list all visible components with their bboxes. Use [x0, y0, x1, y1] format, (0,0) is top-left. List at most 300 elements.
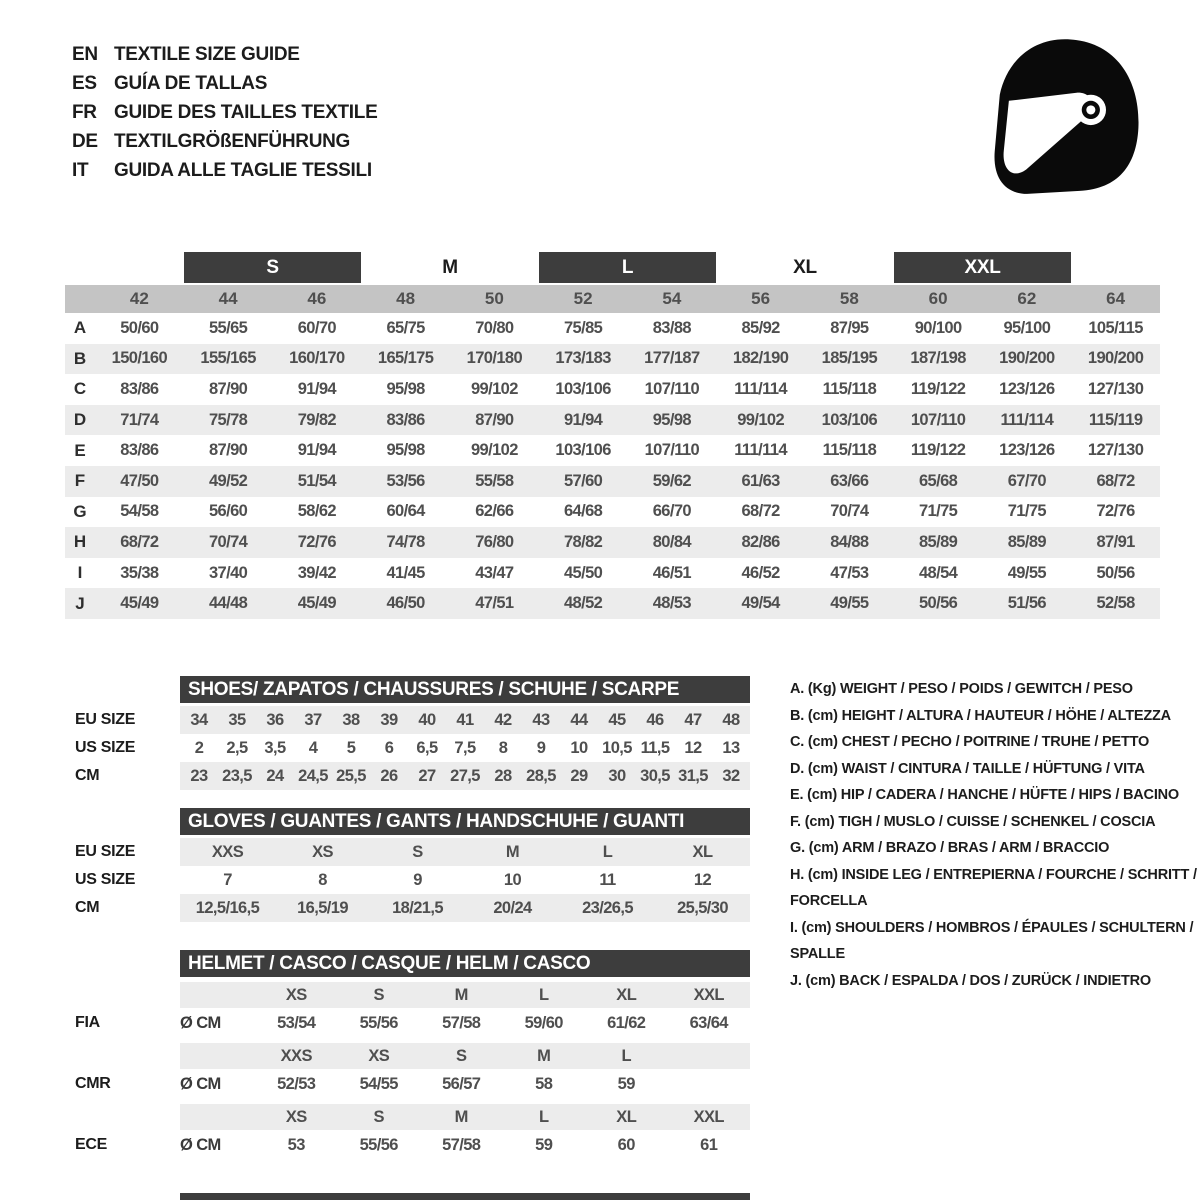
measure-row-j — [65, 588, 1160, 619]
size-value: 51/56 — [1007, 594, 1047, 613]
size-value: 55/58 — [475, 471, 514, 490]
size-value: 25,5 — [336, 766, 366, 785]
size-value: 160/170 — [289, 349, 345, 368]
size-value: 50/56 — [918, 594, 958, 613]
empty-cell — [180, 1043, 255, 1069]
size-value: 70/80 — [475, 318, 514, 337]
numeric-size-label: 52 — [573, 289, 593, 308]
row-label: I — [77, 563, 83, 583]
size-value: 47/51 — [475, 594, 514, 613]
measure-row-h — [65, 527, 1160, 558]
helmet-size-label: XS — [368, 1046, 390, 1065]
helmet-size-value: 60 — [617, 1135, 635, 1154]
size-value: 27,5 — [450, 766, 480, 785]
cropped-next-banner — [180, 1193, 750, 1200]
size-value: 42 — [494, 710, 512, 729]
size-value: 68/72 — [1096, 471, 1135, 490]
sub-row-eu-size — [65, 706, 750, 734]
size-value: 7 — [223, 870, 232, 889]
letter-size-header-row — [65, 252, 1160, 283]
size-value: 99/102 — [470, 441, 518, 460]
size-value: 83/86 — [386, 410, 425, 429]
measurement-legend — [790, 676, 1200, 994]
gloves-table — [65, 808, 750, 922]
helmet-size-value: 53 — [287, 1135, 305, 1154]
legend-item: H. (cm) INSIDE LEG / ENTREPIERNA / FOURCHE / SCHRITT / FORCELLA — [790, 866, 1197, 909]
size-value: 48/54 — [918, 563, 958, 582]
helmet-size-value: 53/54 — [277, 1013, 316, 1032]
size-group-l: L — [539, 252, 717, 283]
size-value: 44/48 — [208, 594, 248, 613]
size-value: 6 — [384, 738, 394, 757]
size-value: 37 — [304, 710, 322, 729]
size-value: 57/60 — [563, 471, 603, 490]
size-value: 85/89 — [918, 532, 958, 551]
helmet-size-label: XXL — [693, 1107, 724, 1126]
helmet-size-value: 61 — [700, 1135, 718, 1154]
size-group-xxl: XXL — [894, 252, 1072, 283]
size-value: 78/82 — [563, 532, 603, 551]
size-value: 87/90 — [208, 379, 248, 398]
main-size-table — [65, 252, 1160, 619]
size-value: 47/50 — [120, 471, 159, 490]
size-value: 18/21,5 — [392, 898, 443, 917]
size-value: 67/70 — [1007, 471, 1047, 490]
corner-cell — [65, 285, 95, 313]
size-value: 115/119 — [1088, 410, 1143, 429]
size-value: 39 — [380, 710, 398, 729]
helmet-size-value: 56/57 — [442, 1074, 481, 1093]
numeric-size-label: 54 — [662, 289, 682, 308]
measure-row-a — [65, 313, 1160, 344]
language-code: ES — [72, 72, 97, 94]
shoes-table — [65, 676, 750, 790]
language-row — [72, 40, 377, 69]
size-value: 23/26,5 — [582, 898, 633, 917]
size-value: 16,5/19 — [297, 898, 348, 917]
size-value: 123/126 — [999, 379, 1055, 398]
size-value: 72/76 — [297, 532, 337, 551]
helmet-size-value: 59 — [617, 1074, 635, 1093]
size-value: 58/62 — [297, 502, 337, 521]
size-value: 95/100 — [1003, 318, 1051, 337]
diameter-unit: Ø CM — [180, 1013, 221, 1032]
size-value: 49/54 — [741, 594, 780, 613]
helmet-title-banner: HELMET / CASCO / CASQUE / HELM / CASCO — [180, 950, 750, 977]
size-value: 111/114 — [734, 441, 787, 460]
helmet-size-label: M — [454, 1107, 468, 1126]
helmet-values — [180, 1069, 750, 1099]
size-value: XL — [692, 842, 713, 861]
standard-label: ECE — [75, 1136, 107, 1153]
numeric-size-label: 58 — [839, 289, 859, 308]
size-value: 45/49 — [120, 594, 159, 613]
scale-label: CM — [75, 767, 100, 784]
size-value: 46 — [646, 710, 664, 729]
helmet-table — [65, 950, 750, 1160]
size-value: 87/90 — [475, 410, 514, 429]
size-value: 28 — [494, 766, 512, 785]
helmet-size-label: M — [454, 985, 468, 1004]
size-value: 47/53 — [830, 563, 869, 582]
helmet-size-value: 57/58 — [442, 1013, 481, 1032]
numeric-size-label: 50 — [484, 289, 504, 308]
size-value: 6,5 — [416, 738, 438, 757]
language-title: GUIDA ALLE TAGLIE TESSILI — [114, 159, 372, 181]
measurement-rows — [65, 313, 1160, 619]
helmet-value-row-cmr — [65, 1069, 750, 1099]
size-value: 47 — [684, 710, 702, 729]
standard-label: CMR — [75, 1075, 111, 1092]
helmet-size-value — [668, 1069, 751, 1099]
helmet-size-label: XS — [285, 985, 307, 1004]
legend-item: J. (cm) BACK / ESPALDA / DOS / ZURÜCK / INDIETRO — [790, 972, 1151, 989]
size-value: 60/70 — [297, 318, 337, 337]
size-value: 30,5 — [640, 766, 670, 785]
measure-row-g — [65, 497, 1160, 528]
size-value: 103/106 — [555, 379, 611, 398]
helmet-size-value: 61/62 — [607, 1013, 646, 1032]
size-value: XXS — [211, 842, 244, 861]
row-label: H — [73, 532, 87, 552]
size-value: 62/66 — [475, 502, 514, 521]
size-value: 52/58 — [1096, 594, 1135, 613]
size-value: 103/106 — [821, 410, 878, 429]
legend-item: C. (cm) CHEST / PECHO / POITRINE / TRUHE / PETTO — [790, 734, 1150, 750]
row-label: E — [74, 440, 86, 460]
size-value: 25,5/30 — [677, 898, 728, 917]
sub-row-values — [180, 706, 750, 734]
size-value: 107/110 — [644, 379, 700, 398]
helmet-size-header-row — [180, 1043, 750, 1069]
size-value: 87/91 — [1096, 532, 1135, 551]
size-value: 10 — [570, 738, 588, 757]
size-value: 45/49 — [297, 594, 337, 613]
helmet-size-value: 52/53 — [277, 1074, 316, 1093]
size-value: 99/102 — [470, 379, 518, 398]
size-value: 37/40 — [208, 563, 248, 582]
size-value: 45/50 — [563, 563, 603, 582]
helmet-size-label: XL — [616, 1107, 637, 1126]
helmet-size-label: S — [373, 985, 384, 1004]
language-row — [72, 98, 377, 127]
size-value: 8 — [318, 870, 327, 889]
scale-label: EU SIZE — [75, 711, 136, 728]
scale-label: US SIZE — [75, 871, 136, 888]
size-value: 30 — [608, 766, 626, 785]
size-value: 43 — [532, 710, 550, 729]
size-value: 9 — [536, 738, 546, 757]
shoes-title-banner: SHOES/ ZAPATOS / CHAUSSURES / SCHUHE / SCARPE — [180, 676, 750, 703]
row-label: J — [75, 593, 85, 613]
legend-item: B. (cm) HEIGHT / ALTURA / HAUTEUR / HÖHE / ALTEZZA — [790, 707, 1171, 724]
helmet-size-label: L — [539, 985, 549, 1004]
size-value: 75/78 — [208, 410, 248, 429]
size-value: M — [505, 842, 520, 861]
size-value: 48/53 — [652, 594, 692, 613]
helmet-size-label: XXL — [693, 985, 724, 1004]
size-value: 49/55 — [830, 594, 869, 613]
size-value: 7,5 — [454, 738, 476, 757]
size-group-xl: XL — [793, 256, 817, 278]
size-value: 74/78 — [386, 532, 425, 551]
size-value: 3,5 — [264, 738, 286, 757]
size-value: 123/126 — [999, 441, 1055, 460]
size-value: 20/24 — [493, 898, 532, 917]
size-value: 127/130 — [1087, 379, 1144, 398]
language-list — [72, 40, 377, 185]
helmet-value-row-ece — [65, 1130, 750, 1160]
helmet-size-label: XL — [616, 985, 637, 1004]
size-value: 9 — [413, 870, 422, 889]
language-row — [72, 69, 377, 98]
size-value: 26 — [380, 766, 398, 785]
size-value: 49/52 — [208, 471, 248, 490]
numeric-size-label: 46 — [307, 289, 327, 308]
legend-item: E. (cm) HIP / CADERA / HANCHE / HÜFTE / HIPS / BACINO — [790, 787, 1179, 803]
sub-row-values — [180, 866, 750, 894]
size-value: 79/82 — [297, 410, 337, 429]
size-group-s: S — [184, 252, 362, 283]
size-value: 91/94 — [297, 379, 337, 398]
sub-row-values — [180, 762, 750, 790]
size-value: 27 — [418, 766, 436, 785]
size-value: 127/130 — [1087, 441, 1144, 460]
helmet-size-value: 58 — [535, 1074, 553, 1093]
size-value: 103/106 — [555, 441, 611, 460]
scale-label: EU SIZE — [75, 843, 136, 860]
size-value: 83/86 — [120, 441, 159, 460]
size-value: 40 — [418, 710, 436, 729]
numeric-size-label: 56 — [751, 289, 771, 308]
size-value: 24 — [266, 766, 284, 785]
size-value: 44 — [570, 710, 588, 729]
helmet-size-label: L — [621, 1046, 631, 1065]
size-value: 190/200 — [999, 349, 1055, 368]
helmet-size-value: 55/56 — [359, 1135, 398, 1154]
size-value: 60/64 — [386, 502, 425, 521]
size-value: 95/98 — [386, 441, 425, 460]
size-value: 105/115 — [1088, 318, 1143, 337]
legend-item: F. (cm) TIGH / MUSLO / CUISSE / SCHENKEL / COSCIA — [790, 813, 1156, 830]
size-value: 65/68 — [918, 471, 958, 490]
size-value: 182/190 — [732, 349, 789, 368]
size-value: 72/76 — [1096, 502, 1135, 521]
empty-cell — [180, 982, 255, 1008]
size-value: 64/68 — [563, 502, 603, 521]
helmet-values — [180, 1008, 750, 1038]
size-value: 46/52 — [741, 563, 780, 582]
size-value: 165/175 — [377, 349, 434, 368]
size-value: 11 — [599, 870, 616, 889]
size-value: 36 — [266, 710, 284, 729]
size-value: 91/94 — [563, 410, 603, 429]
racing-helmet-icon — [978, 32, 1146, 209]
row-label: F — [74, 471, 86, 491]
size-value: 95/98 — [652, 410, 692, 429]
size-value: L — [602, 842, 613, 861]
helmet-size-header-row — [180, 982, 750, 1008]
size-value: 150/160 — [111, 349, 168, 368]
size-value: 87/90 — [208, 441, 248, 460]
helmet-size-header-row — [180, 1104, 750, 1130]
size-value: 75/85 — [563, 318, 603, 337]
size-value: 8 — [498, 738, 508, 757]
size-value: 87/95 — [830, 318, 869, 337]
size-value: 61/63 — [741, 471, 780, 490]
helmet-size-value: 55/56 — [359, 1013, 398, 1032]
helmet-size-label: L — [539, 1107, 549, 1126]
row-label: D — [73, 410, 87, 430]
size-group-m: M — [442, 256, 458, 278]
size-value: 190/200 — [1087, 349, 1144, 368]
helmet-size-label: XXS — [280, 1046, 312, 1065]
size-value: 24,5 — [298, 766, 328, 785]
size-value: 71/74 — [120, 410, 159, 429]
size-value: 45 — [608, 710, 626, 729]
size-value: 49/55 — [1007, 563, 1047, 582]
size-value: 10,5 — [602, 738, 632, 757]
language-title: TEXTILE SIZE GUIDE — [114, 43, 300, 65]
row-label: A — [73, 318, 87, 338]
size-value: 12 — [684, 738, 702, 757]
size-value: 32 — [722, 766, 740, 785]
size-value: 35/38 — [120, 563, 159, 582]
size-value: XS — [312, 842, 333, 861]
sub-row-us-size — [65, 866, 750, 894]
measure-row-c — [65, 374, 1160, 405]
size-value: 90/100 — [914, 318, 962, 337]
size-value: 111/114 — [734, 379, 787, 398]
size-value: 51/54 — [297, 471, 337, 490]
size-value: 66/70 — [652, 502, 692, 521]
size-value: 55/65 — [208, 318, 248, 337]
size-value: 46/51 — [652, 563, 692, 582]
language-row — [72, 156, 377, 185]
size-value: 48/52 — [563, 594, 603, 613]
size-value: 185/195 — [821, 349, 878, 368]
sub-row-values — [180, 894, 750, 922]
size-value: 83/88 — [652, 318, 692, 337]
size-value: 65/75 — [386, 318, 425, 337]
size-value: 68/72 — [741, 502, 780, 521]
size-value: 111/114 — [1000, 410, 1054, 429]
language-row — [72, 127, 377, 156]
gloves-title-banner: GLOVES / GUANTES / GANTS / HANDSCHUHE / GUANTI — [180, 808, 750, 835]
row-label: G — [73, 501, 87, 521]
numeric-size-label: 48 — [396, 289, 416, 308]
size-value: 107/110 — [644, 441, 700, 460]
size-value: 63/66 — [830, 471, 869, 490]
size-value: 48 — [722, 710, 740, 729]
numeric-size-label: 44 — [218, 289, 238, 308]
size-value: 12,5/16,5 — [195, 898, 260, 917]
language-title: GUÍA DE TALLAS — [114, 72, 268, 94]
legend-item: D. (cm) WAIST / CINTURA / TAILLE / HÜFTUNG / VITA — [790, 760, 1145, 777]
size-value: 35 — [228, 710, 246, 729]
size-value: 119/122 — [910, 379, 966, 398]
size-value: 12 — [693, 870, 712, 889]
legend-item: I. (cm) SHOULDERS / HOMBROS / ÉPAULES / SCHULTERN / SPALLE — [790, 919, 1194, 962]
size-value: 23 — [190, 766, 208, 785]
legend-item: G. (cm) ARM / BRAZO / BRAS / ARM / BRACCIO — [790, 840, 1110, 856]
size-value: 31,5 — [678, 766, 708, 785]
helmet-size-value: 59/60 — [524, 1013, 563, 1032]
size-value: 2,5 — [226, 738, 248, 757]
numeric-size-label: 64 — [1106, 289, 1126, 308]
language-title: GUIDE DES TAILLES TEXTILE — [114, 101, 378, 123]
standard-label: FIA — [75, 1014, 100, 1031]
scale-label: US SIZE — [75, 739, 136, 756]
size-value: 46/50 — [386, 594, 425, 613]
language-code: EN — [72, 43, 98, 65]
sub-row-us-size — [65, 734, 750, 762]
language-code: DE — [72, 130, 98, 152]
size-value: 41/45 — [386, 563, 425, 582]
size-value: 119/122 — [910, 441, 966, 460]
size-value: 80/84 — [652, 532, 692, 551]
row-label: B — [73, 348, 87, 368]
legend-item: A. (Kg) WEIGHT / PESO / POIDS / GEWITCH / PESO — [790, 681, 1133, 697]
measure-row-i — [65, 558, 1160, 589]
measure-row-f — [65, 466, 1160, 497]
empty-cell — [180, 1104, 255, 1130]
size-value: 187/198 — [910, 349, 966, 368]
size-value: 82/86 — [741, 532, 780, 551]
sub-row-values — [180, 734, 750, 762]
numeric-size-label: 42 — [129, 289, 149, 308]
size-value: 70/74 — [208, 532, 248, 551]
size-value: 50/56 — [1096, 563, 1135, 582]
language-title: TEXTILGRÖßENFÜHRUNG — [114, 130, 351, 152]
size-value: 115/118 — [822, 379, 877, 398]
size-value: 43/47 — [475, 563, 514, 582]
size-value: 50/60 — [120, 318, 159, 337]
size-value: 10 — [503, 870, 522, 889]
measure-row-d — [65, 405, 1160, 436]
size-value: 39/42 — [297, 563, 337, 582]
size-value: 59/62 — [652, 471, 692, 490]
size-value: 76/80 — [475, 532, 514, 551]
diameter-unit: Ø CM — [180, 1074, 221, 1093]
size-value: 170/180 — [466, 349, 523, 368]
size-value: 84/88 — [830, 532, 869, 551]
helmet-size-label: S — [373, 1107, 384, 1126]
size-value: 13 — [722, 738, 740, 757]
sub-row-values — [180, 838, 750, 866]
size-value: 29 — [570, 766, 588, 785]
size-value: S — [412, 842, 423, 861]
helmet-value-row-fia — [65, 1008, 750, 1038]
size-value: 70/74 — [830, 502, 869, 521]
diameter-unit: Ø CM — [180, 1135, 221, 1154]
size-value: 85/92 — [741, 318, 780, 337]
size-value: 4 — [308, 738, 318, 757]
numeric-size-label: 60 — [928, 289, 948, 308]
helmet-size-value: 63/64 — [689, 1013, 728, 1032]
sub-row-eu-size — [65, 838, 750, 866]
size-value: 28,5 — [526, 766, 556, 785]
helmet-size-value: 57/58 — [442, 1135, 481, 1154]
scale-label: CM — [75, 899, 100, 916]
row-label: C — [73, 379, 87, 399]
helmet-size-label: M — [537, 1046, 551, 1065]
size-value: 54/58 — [120, 502, 159, 521]
size-value: 56/60 — [208, 502, 248, 521]
size-value: 83/86 — [120, 379, 159, 398]
size-value: 71/75 — [1007, 502, 1047, 521]
numeric-size-header-row — [65, 285, 1160, 313]
